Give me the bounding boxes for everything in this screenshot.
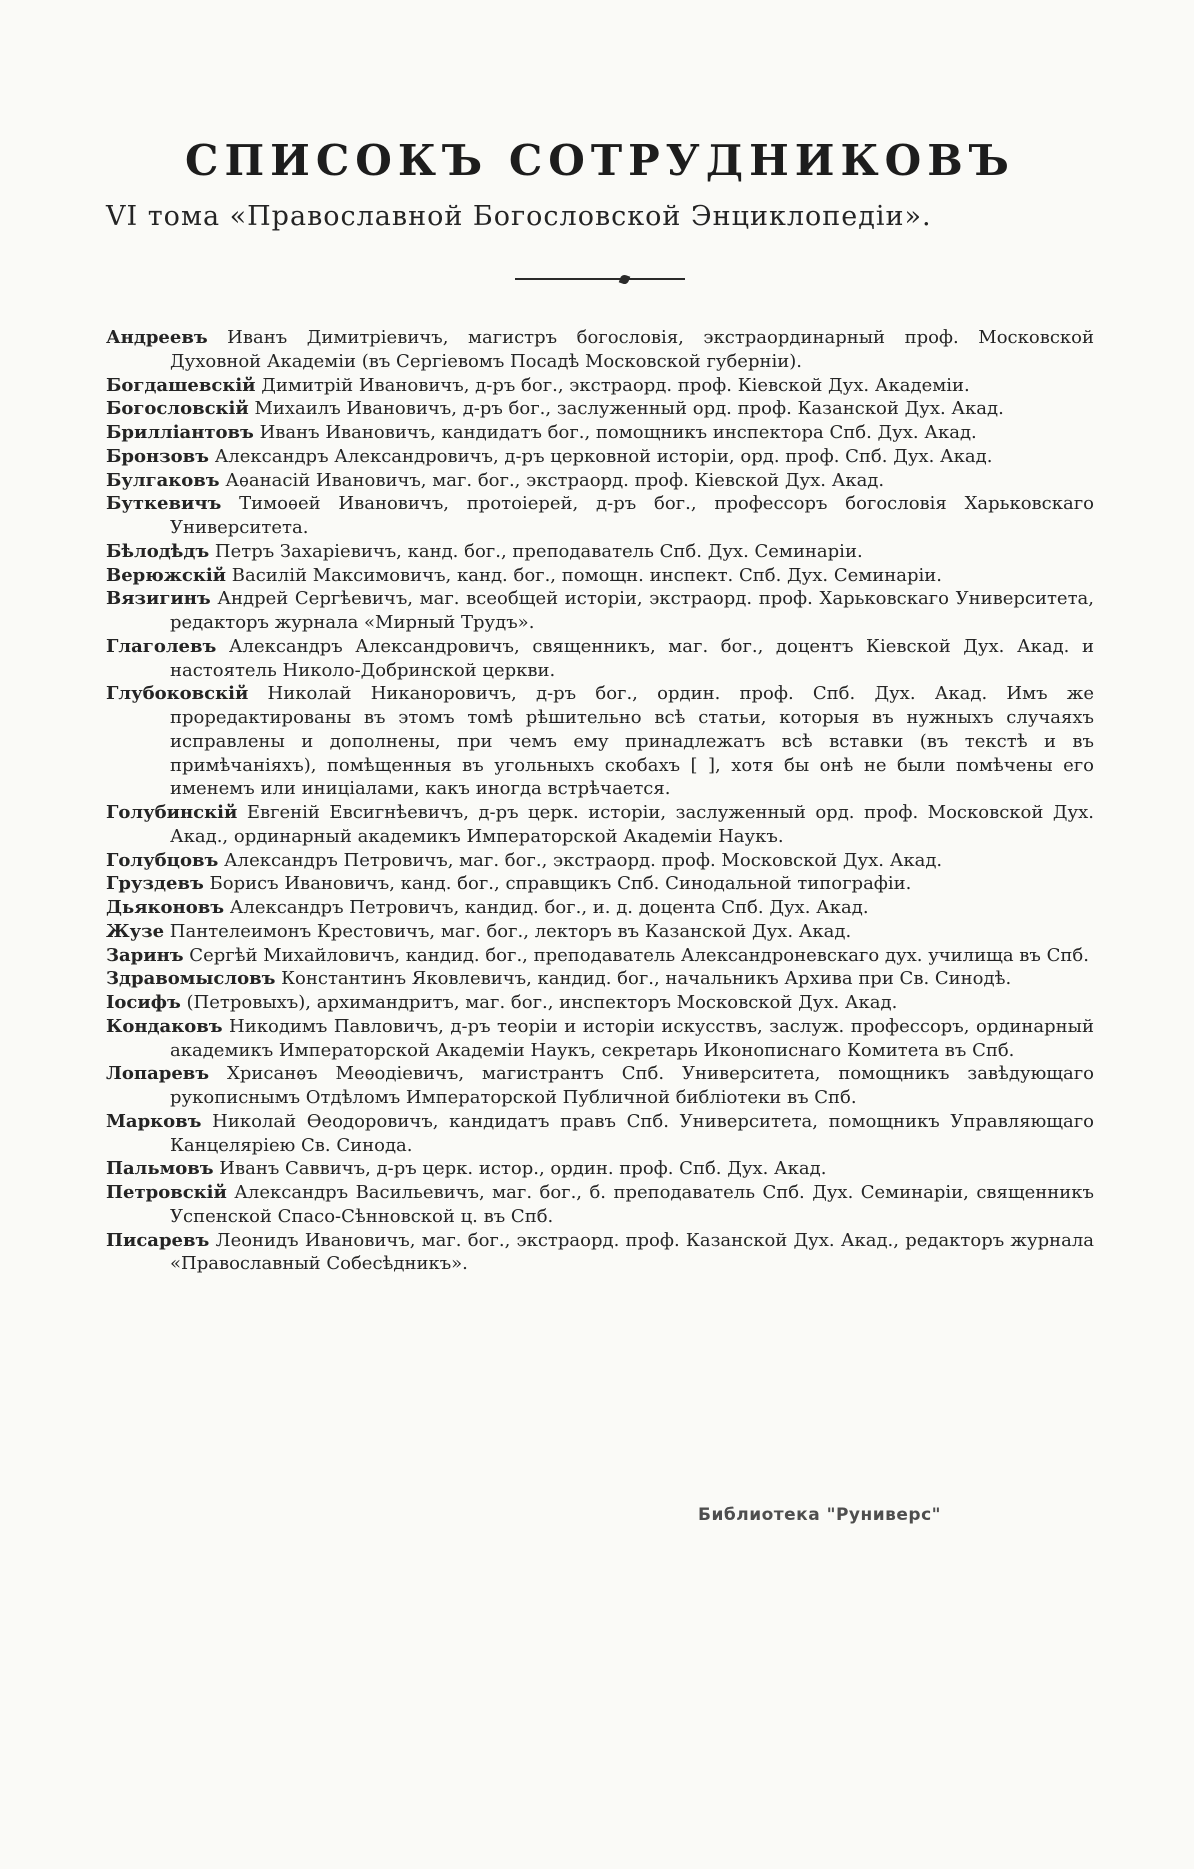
page-subtitle: VI тома «Православной Богословской Энциклопедіи».: [106, 201, 932, 232]
contributor-entry: Богдашевскій Димитрій Ивановичъ, д-ръ бог., экстраорд. проф. Кіевской Дух. Академіи.: [106, 374, 970, 396]
divider-line: [515, 278, 685, 280]
contributor-surname: Заринъ: [106, 944, 184, 966]
contributor-surname: Груздевъ: [106, 873, 204, 895]
contributor-entry: Груздевъ Борисъ Ивановичъ, канд. бог., справщикъ Спб. Синодальной типографіи.: [106, 873, 912, 895]
contributor-surname: Верюжскій: [106, 564, 227, 586]
contributor-surname: Бѣлодѣдъ: [106, 540, 210, 562]
contributor-entry: Голубцовъ Александръ Петровичъ, маг. бог., экстраорд. проф. Московской Дух. Акад.: [106, 849, 943, 871]
contributor-entry: Булгаковъ Аѳанасій Ивановичъ, маг. бог., экстраорд. проф. Кіевской Дух. Акад.: [106, 469, 885, 491]
contributor-entry: Дьяконовъ Александръ Петровичъ, кандид. бог., и. д. доцента Спб. Дух. Акад.: [106, 897, 869, 918]
contributor-surname: Булгаковъ: [106, 469, 220, 491]
contributor-entry: Богословскій Михаилъ Ивановичъ, д-ръ бог., заслуженный орд. проф. Казанской Дух. Акад.: [106, 398, 1004, 420]
contributor-entry: Голубинскій Евгеній Евсигнѣевичъ, д-ръ церк. исторіи, заслуженный орд. проф. Московской Дух. Акад., ординарный академикъ Императорской Академіи Наукъ.: [106, 802, 1094, 847]
contributor-surname: Здравомысловъ: [106, 968, 276, 990]
contributor-entry: Бѣлодѣдъ Петръ Захаріевичъ, канд. бог., преподаватель Спб. Дух. Семинаріи.: [106, 540, 863, 562]
contributor-surname: Писаревъ: [106, 1229, 210, 1251]
contributor-entry: Кондаковъ Никодимъ Павловичъ, д-ръ теоріи и исторіи искусствъ, заслуж. профессоръ, ординарный академикъ Императорской Академіи Наукъ, секретарь Иконописнаго Комитета въ Спб.: [106, 1015, 1094, 1061]
contributor-surname: Дьяконовъ: [106, 897, 225, 918]
contributor-entry: Іосифъ (Петровыхъ), архимандритъ, маг. бог., инспекторъ Московской Дух. Акад.: [106, 992, 898, 1013]
contributor-entry: Жузе Пантелеимонъ Крестовичъ, маг. бог., лекторъ въ Казанской Дух. Акад.: [106, 920, 852, 942]
contributor-surname: Кондаковъ: [106, 1015, 223, 1037]
contributor-surname: Бронзовъ: [106, 445, 209, 467]
contributor-surname: Іосифъ: [106, 992, 181, 1013]
contributor-entry: Здравомысловъ Константинъ Яковлевичъ, кандид. бог., начальникъ Архива при Св. Синодѣ.: [106, 968, 1012, 990]
contributor-surname: Голубинскій: [106, 802, 238, 823]
contributor-surname: Глаголевъ: [106, 635, 217, 657]
contributor-surname: Буткевичъ: [106, 493, 222, 515]
contributor-entry: Вязигинъ Андрей Сергѣевичъ, маг. всеобщей исторіи, экстраорд. проф. Харьковскаго Университета, редакторъ журнала «Мирный Трудъ».: [106, 588, 1094, 633]
contributor-surname: Голубцовъ: [106, 849, 219, 871]
page-title: СПИСОКЪ СОТРУДНИКОВЪ: [185, 136, 1015, 185]
contributor-surname: Брилліантовъ: [106, 422, 254, 443]
contributor-entry: Глаголевъ Александръ Александровичъ, священникъ, маг. бог., доцентъ Кіевской Дух. Акад. и настоятель Николо-Добринской церкви.: [106, 635, 1094, 681]
contributor-surname: Пальмовъ: [106, 1158, 214, 1180]
contributor-entry: Пальмовъ Иванъ Саввичъ, д-ръ церк. истор., ордин. проф. Спб. Дух. Акад.: [106, 1158, 827, 1180]
divider-ornament-leaf: [619, 274, 631, 286]
contributor-entry: Буткевичъ Тимоѳей Ивановичъ, протоіерей, д-ръ бог., профессоръ богословія Харьковскаго Университета.: [106, 493, 1094, 538]
contributor-entry: Марковъ Николай Ѳеодоровичъ, кандидатъ правъ Спб. Университета, помощникъ Управляющаго Канцеляріею Св. Синода.: [106, 1110, 1094, 1156]
contributor-entry: Верюжскій Василій Максимовичъ, канд. бог., помощн. инспект. Спб. Дух. Семинаріи.: [106, 564, 942, 586]
contributor-surname: Глубоковскій: [106, 683, 249, 705]
contributor-entry: Глубоковскій Николай Никаноровичъ, д-ръ бог., ордин. проф. Спб. Дух. Акад. Имъ же проредактированы въ этомъ томѣ рѣшительно всѣ статьи, которыя въ нужныхъ случаяхъ исправлены и дополнены, при чемъ ему принадлежатъ всѣ вставки (въ текстѣ и въ примѣчаніяхъ), помѣщенныя въ угольныхъ скобахъ [ ], хотя бы онѣ не были помѣчены его именемъ или иниціалами, какъ иногда встрѣчается.: [106, 683, 1094, 800]
watermark-runivers: Библиотека "Руниверс": [698, 1505, 942, 1525]
contributor-surname: Марковъ: [106, 1110, 202, 1132]
ornament-divider: [515, 274, 685, 284]
contributor-surname: Жузе: [106, 920, 165, 942]
contributor-entry: Петровскій Александръ Васильевичъ, маг. бог., б. преподаватель Спб. Дух. Семинаріи, священникъ Успенской Спасо-Сѣнновской ц. въ Спб.: [106, 1182, 1094, 1227]
contributor-entry: Лопаревъ Хрисанѳъ Меѳодіевичъ, магистрантъ Спб. Университета, помощникъ завѣдующаго рукописнымъ Отдѣломъ Императорской Публичной библіотеки въ Спб.: [106, 1063, 1094, 1108]
contributor-surname: Петровскій: [106, 1182, 227, 1203]
contributor-entry: Андреевъ Иванъ Димитріевичъ, магистръ богословія, экстраординарный проф. Московской Духовной Академіи (въ Сергіевомъ Посадѣ Московской губерніи).: [106, 327, 1094, 372]
contributor-entry: Брилліантовъ Иванъ Ивановичъ, кандидатъ бог., помощникъ инспектора Спб. Дух. Акад.: [106, 422, 977, 443]
contributor-entry: Бронзовъ Александръ Александровичъ, д-ръ церковной исторіи, орд. проф. Спб. Дух. Акад.: [106, 445, 993, 467]
contributor-surname: Богдашевскій: [106, 374, 256, 396]
contributor-surname: Лопаревъ: [106, 1063, 210, 1085]
contributor-surname: Богословскій: [106, 398, 249, 420]
contributor-surname: Андреевъ: [106, 327, 208, 348]
contributor-list: [106, 326, 1094, 1276]
contributor-surname: Вязигинъ: [106, 588, 211, 610]
contributor-entry: Заринъ Сергѣй Михайловичъ, кандид. бог., преподаватель Александроневскаго дух. училища въ Спб.: [106, 944, 1089, 966]
contributor-entry: Писаревъ Леонидъ Ивановичъ, маг. бог., экстраорд. проф. Казанской Дух. Акад., редакторъ журнала «Православный Собесѣдникъ».: [106, 1229, 1094, 1275]
